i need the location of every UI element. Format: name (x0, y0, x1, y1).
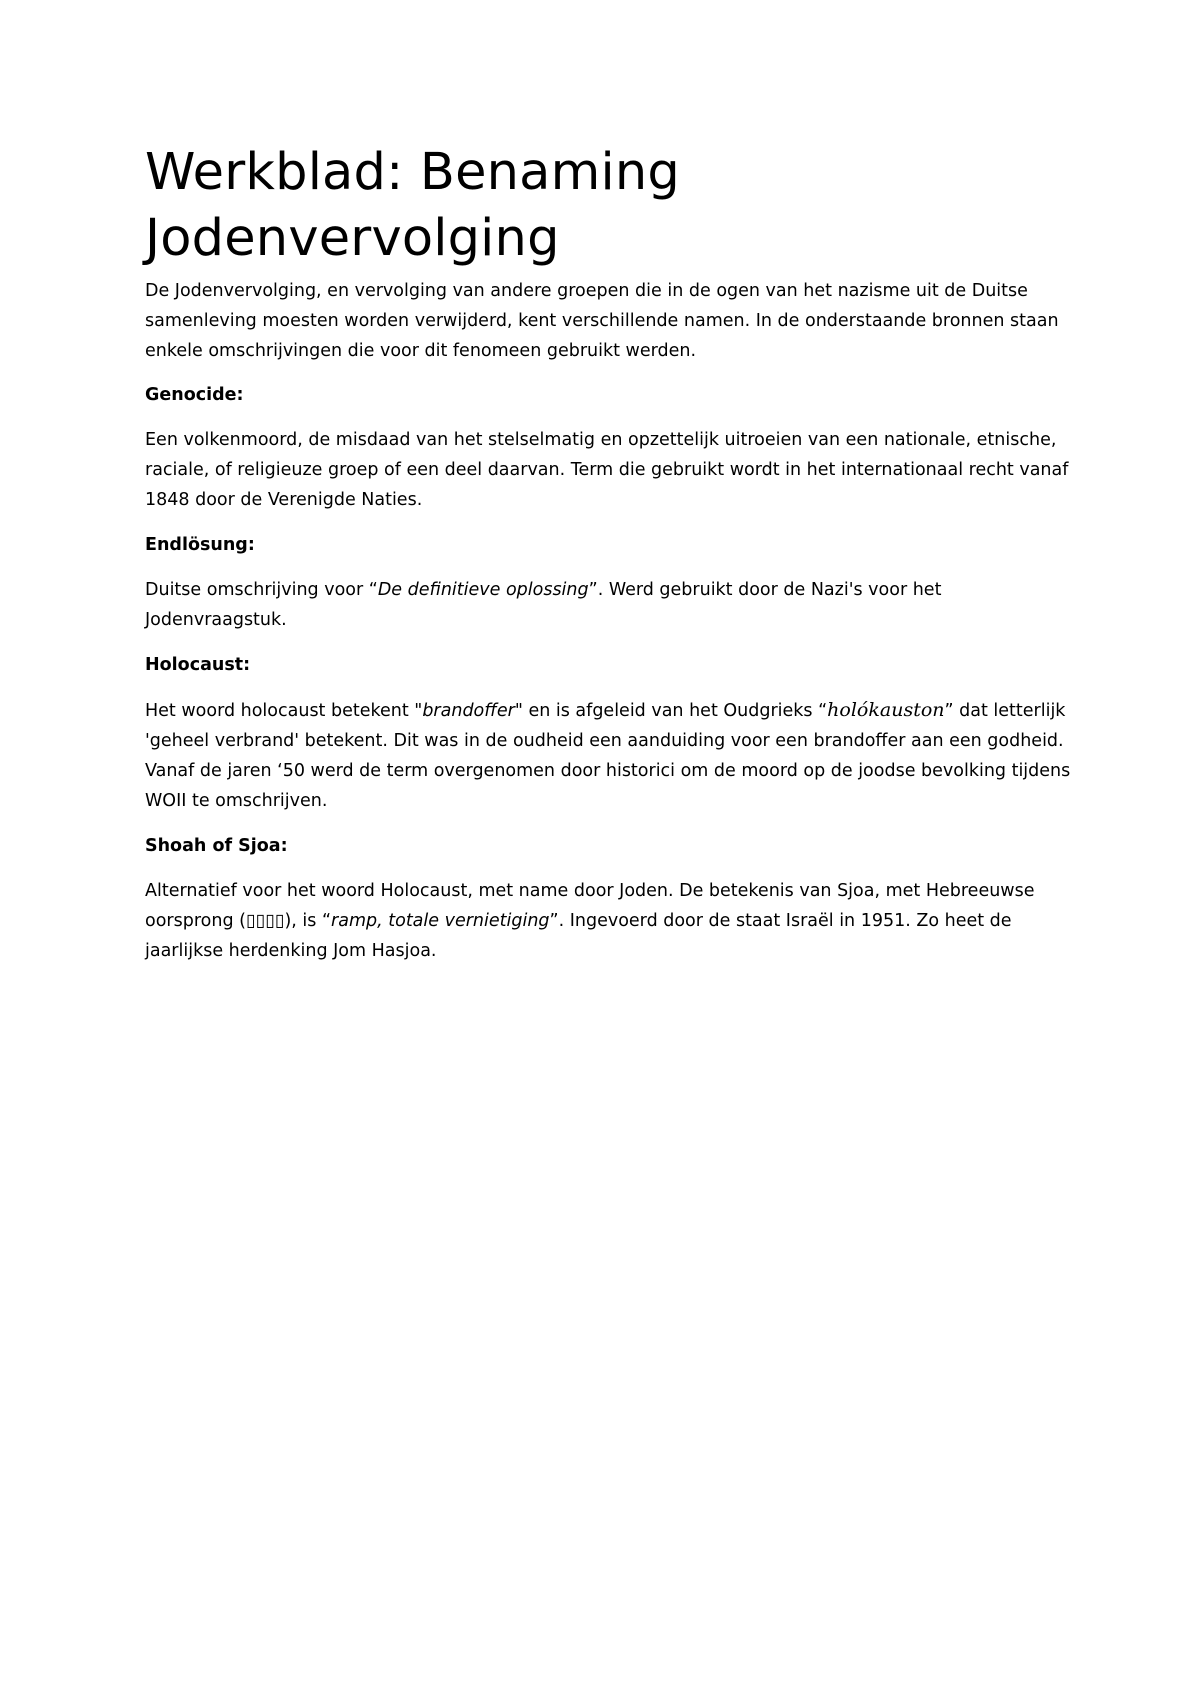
shoah-text-part1: Alternatief voor het woord Holocaust, met name door Joden. De betekenis van Sjoa, met Hebreeuwse oorsprong ( (145, 881, 1035, 931)
holocaust-text-part1: Het woord holocaust betekent " (145, 701, 423, 721)
heading-shoah: Shoah of Sjoa: (145, 836, 288, 856)
shoah-italic-meaning: ramp, totale vernietiging (331, 911, 550, 931)
holocaust-text-part3: ” dat letterlijk 'geheel verbrand' betekent. Dit was in de oudheid een aanduiding voor een brandoffer aan een godheid. Vanaf de jaren ‘50 werd de term overgenomen door historici om de moord op de joodse bevolking tijdens WOII te omschrijven. (145, 701, 1071, 811)
document-content (145, 140, 1075, 981)
holocaust-italic-brandoffer: brandoffer (422, 701, 515, 721)
endlosung-italic-term: De definitieve oplossing (377, 580, 589, 600)
shoah-hebrew-word: ▯▯▯▯ (245, 911, 285, 931)
paragraph-genocide: Een volkenmoord, de misdaad van het stelselmatig en opzettelijk uitroeien van een nationale, etnische, raciale, of religieuze groep of een deel daarvan. Term die gebruikt wordt in het internationaal recht vanaf 1848 door de Verenigde Naties. (145, 430, 1069, 510)
paragraph-holocaust (145, 695, 1075, 816)
heading-genocide: Genocide: (145, 385, 244, 405)
shoah-text-part3: ”. Ingevoerd door de staat Israël in 1951. Zo heet de jaarlijkse herdenking Jom Hasjoa. (145, 911, 1012, 961)
paragraph-endlosung (145, 575, 1075, 635)
heading-holocaust: Holocaust: (145, 655, 251, 675)
page-title: Werkblad: Benaming Jodenvervolging (145, 143, 680, 268)
holocaust-text-part2: " en is afgeleid van het Oudgrieks “ (514, 701, 828, 721)
intro-paragraph: De Jodenvervolging, en vervolging van andere groepen die in de ogen van het nazisme uit de Duitse samenleving moesten worden verwijderd, kent verschillende namen. In de onderstaande bronnen staan enkele omschrijvingen die voor dit fenomeen gebruikt werden. (145, 281, 1059, 361)
paragraph-shoah (145, 876, 1075, 966)
shoah-text-part2: ), is “ (284, 911, 332, 931)
endlosung-text-suffix: ”. Werd gebruikt door de Nazi's voor het Jodenvraagstuk. (145, 580, 942, 630)
holocaust-greek-term: holókauston (827, 699, 945, 721)
endlosung-text-prefix: Duitse omschrijving voor “ (145, 580, 378, 600)
heading-endlosung: Endlösung: (145, 535, 255, 555)
